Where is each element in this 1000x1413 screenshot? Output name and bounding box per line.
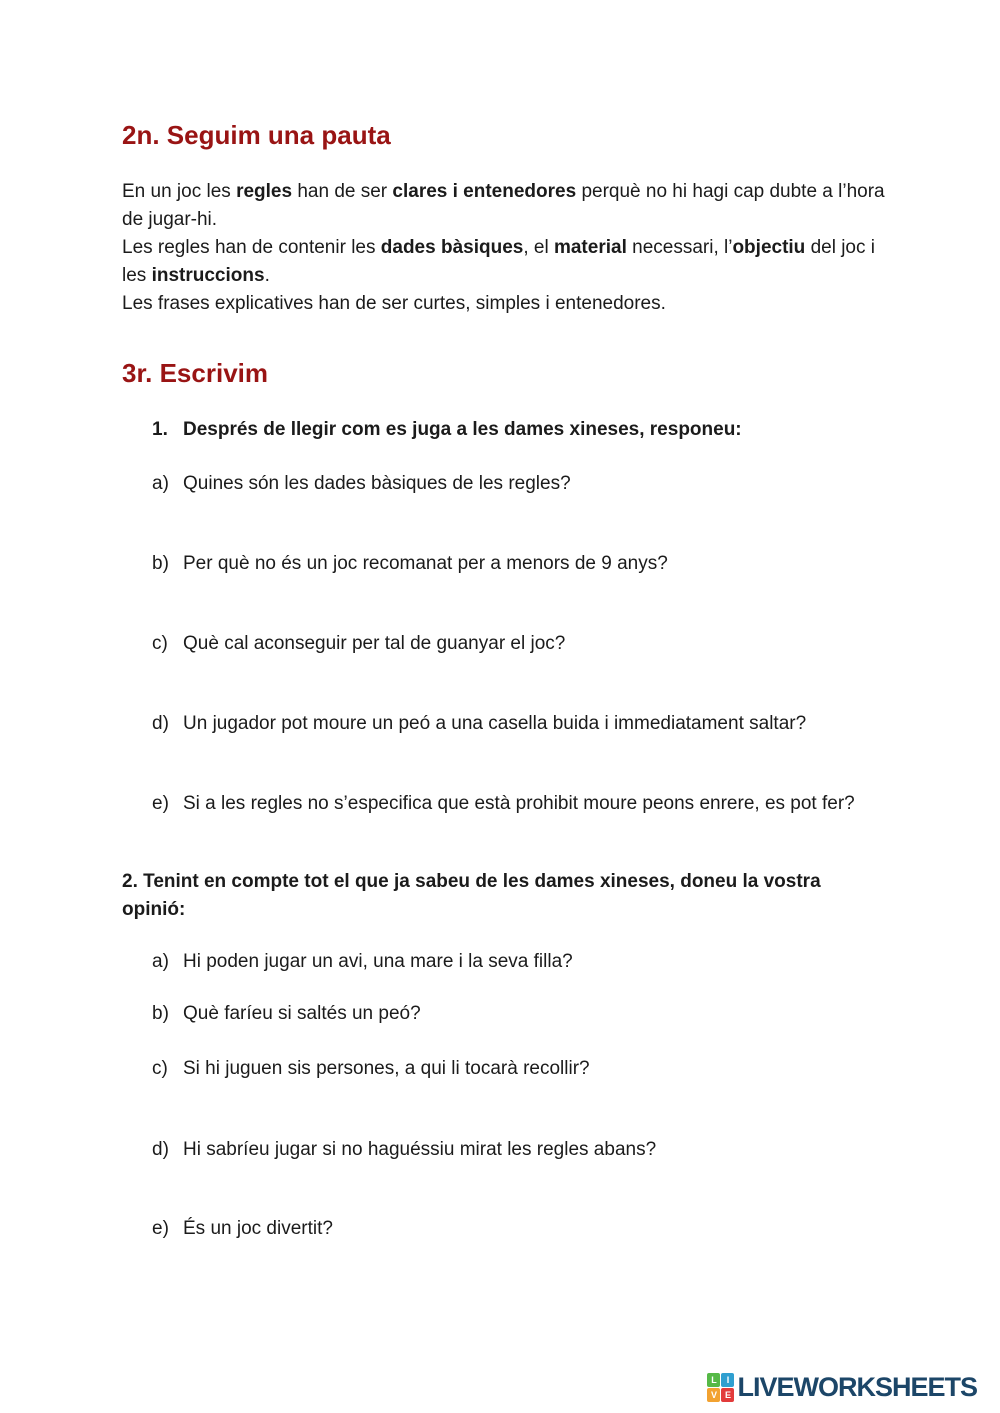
question-label: e) — [152, 793, 169, 814]
question-label: b) — [152, 1003, 169, 1024]
intro-paragraph-1: En un joc les regles han de ser clares i entenedores perquè no hi hagi cap dubte a l’hora de jugar-hi. — [122, 181, 885, 230]
liveworksheets-logo-icon — [707, 1373, 734, 1402]
question-text: Un jugador pot moure un peó a una casella buida i immediatament saltar? — [183, 713, 807, 734]
intro-paragraph-3: Les frases explicatives han de ser curtes, simples i entenedores. — [122, 293, 666, 314]
question-item — [122, 550, 888, 578]
intro-paragraph-2: Les regles han de contenir les dades bàsiques, el material necessari, l’objectiu del joc i les instruccions. — [122, 237, 875, 286]
question-text: Hi poden jugar un avi, una mare i la seva filla? — [183, 951, 573, 972]
question-text: Quines són les dades bàsiques de les regles? — [183, 473, 571, 494]
question-label: a) — [152, 473, 169, 494]
question-text: Què cal aconseguir per tal de guanyar el joc? — [183, 633, 566, 654]
question-label: e) — [152, 1218, 169, 1239]
question-label: a) — [152, 951, 169, 972]
logo-tile-l: L — [707, 1373, 720, 1387]
question-label: c) — [152, 633, 168, 654]
liveworksheets-logo[interactable] — [707, 1372, 977, 1402]
exercise2-question-list — [122, 948, 888, 1243]
question-item — [122, 1000, 888, 1028]
question-label: d) — [152, 1139, 169, 1160]
logo-tile-v: V — [707, 1388, 720, 1402]
question-item — [122, 790, 888, 818]
exercise1-prompt-text: Després de llegir com es juga a les dames xineses, responeu: — [183, 419, 742, 440]
exercise1-number: 1. — [152, 419, 168, 440]
question-text: És un joc divertit? — [183, 1218, 333, 1239]
question-text: Hi sabríeu jugar si no haguéssiu mirat les regles abans? — [183, 1139, 657, 1160]
logo-tile-e: E — [721, 1388, 734, 1402]
question-label: d) — [152, 713, 169, 734]
question-item — [122, 1055, 888, 1083]
liveworksheets-wordmark: LIVEWORKSHEETS — [737, 1372, 977, 1402]
question-item — [122, 948, 888, 976]
exercise1-question-list — [122, 470, 888, 818]
question-text: Per què no és un joc recomanat per a menors de 9 anys? — [183, 553, 668, 574]
question-item — [122, 1215, 888, 1243]
question-text: Què faríeu si saltés un peó? — [183, 1003, 421, 1024]
question-text: Si a les regles no s’especifica que està prohibit moure peons enrere, es pot fer? — [183, 793, 855, 814]
question-text: Si hi juguen sis persones, a qui li tocarà recollir? — [183, 1058, 590, 1079]
question-item — [122, 470, 888, 498]
question-item — [122, 1136, 888, 1164]
question-label: b) — [152, 553, 169, 574]
exercise1-prompt — [122, 416, 888, 444]
section-heading-seguim-una-pauta: 2n. Seguim una pauta — [122, 120, 391, 150]
exercise2-prompt: 2. Tenint en compte tot el que ja sabeu de les dames xineses, doneu la vostra opinió: — [122, 871, 821, 920]
section-heading-escrivim: 3r. Escrivim — [122, 358, 268, 388]
logo-tile-i: I — [721, 1373, 734, 1387]
intro-text-block — [122, 178, 888, 318]
question-label: c) — [152, 1058, 168, 1079]
question-item — [122, 630, 888, 658]
question-item — [122, 710, 888, 738]
